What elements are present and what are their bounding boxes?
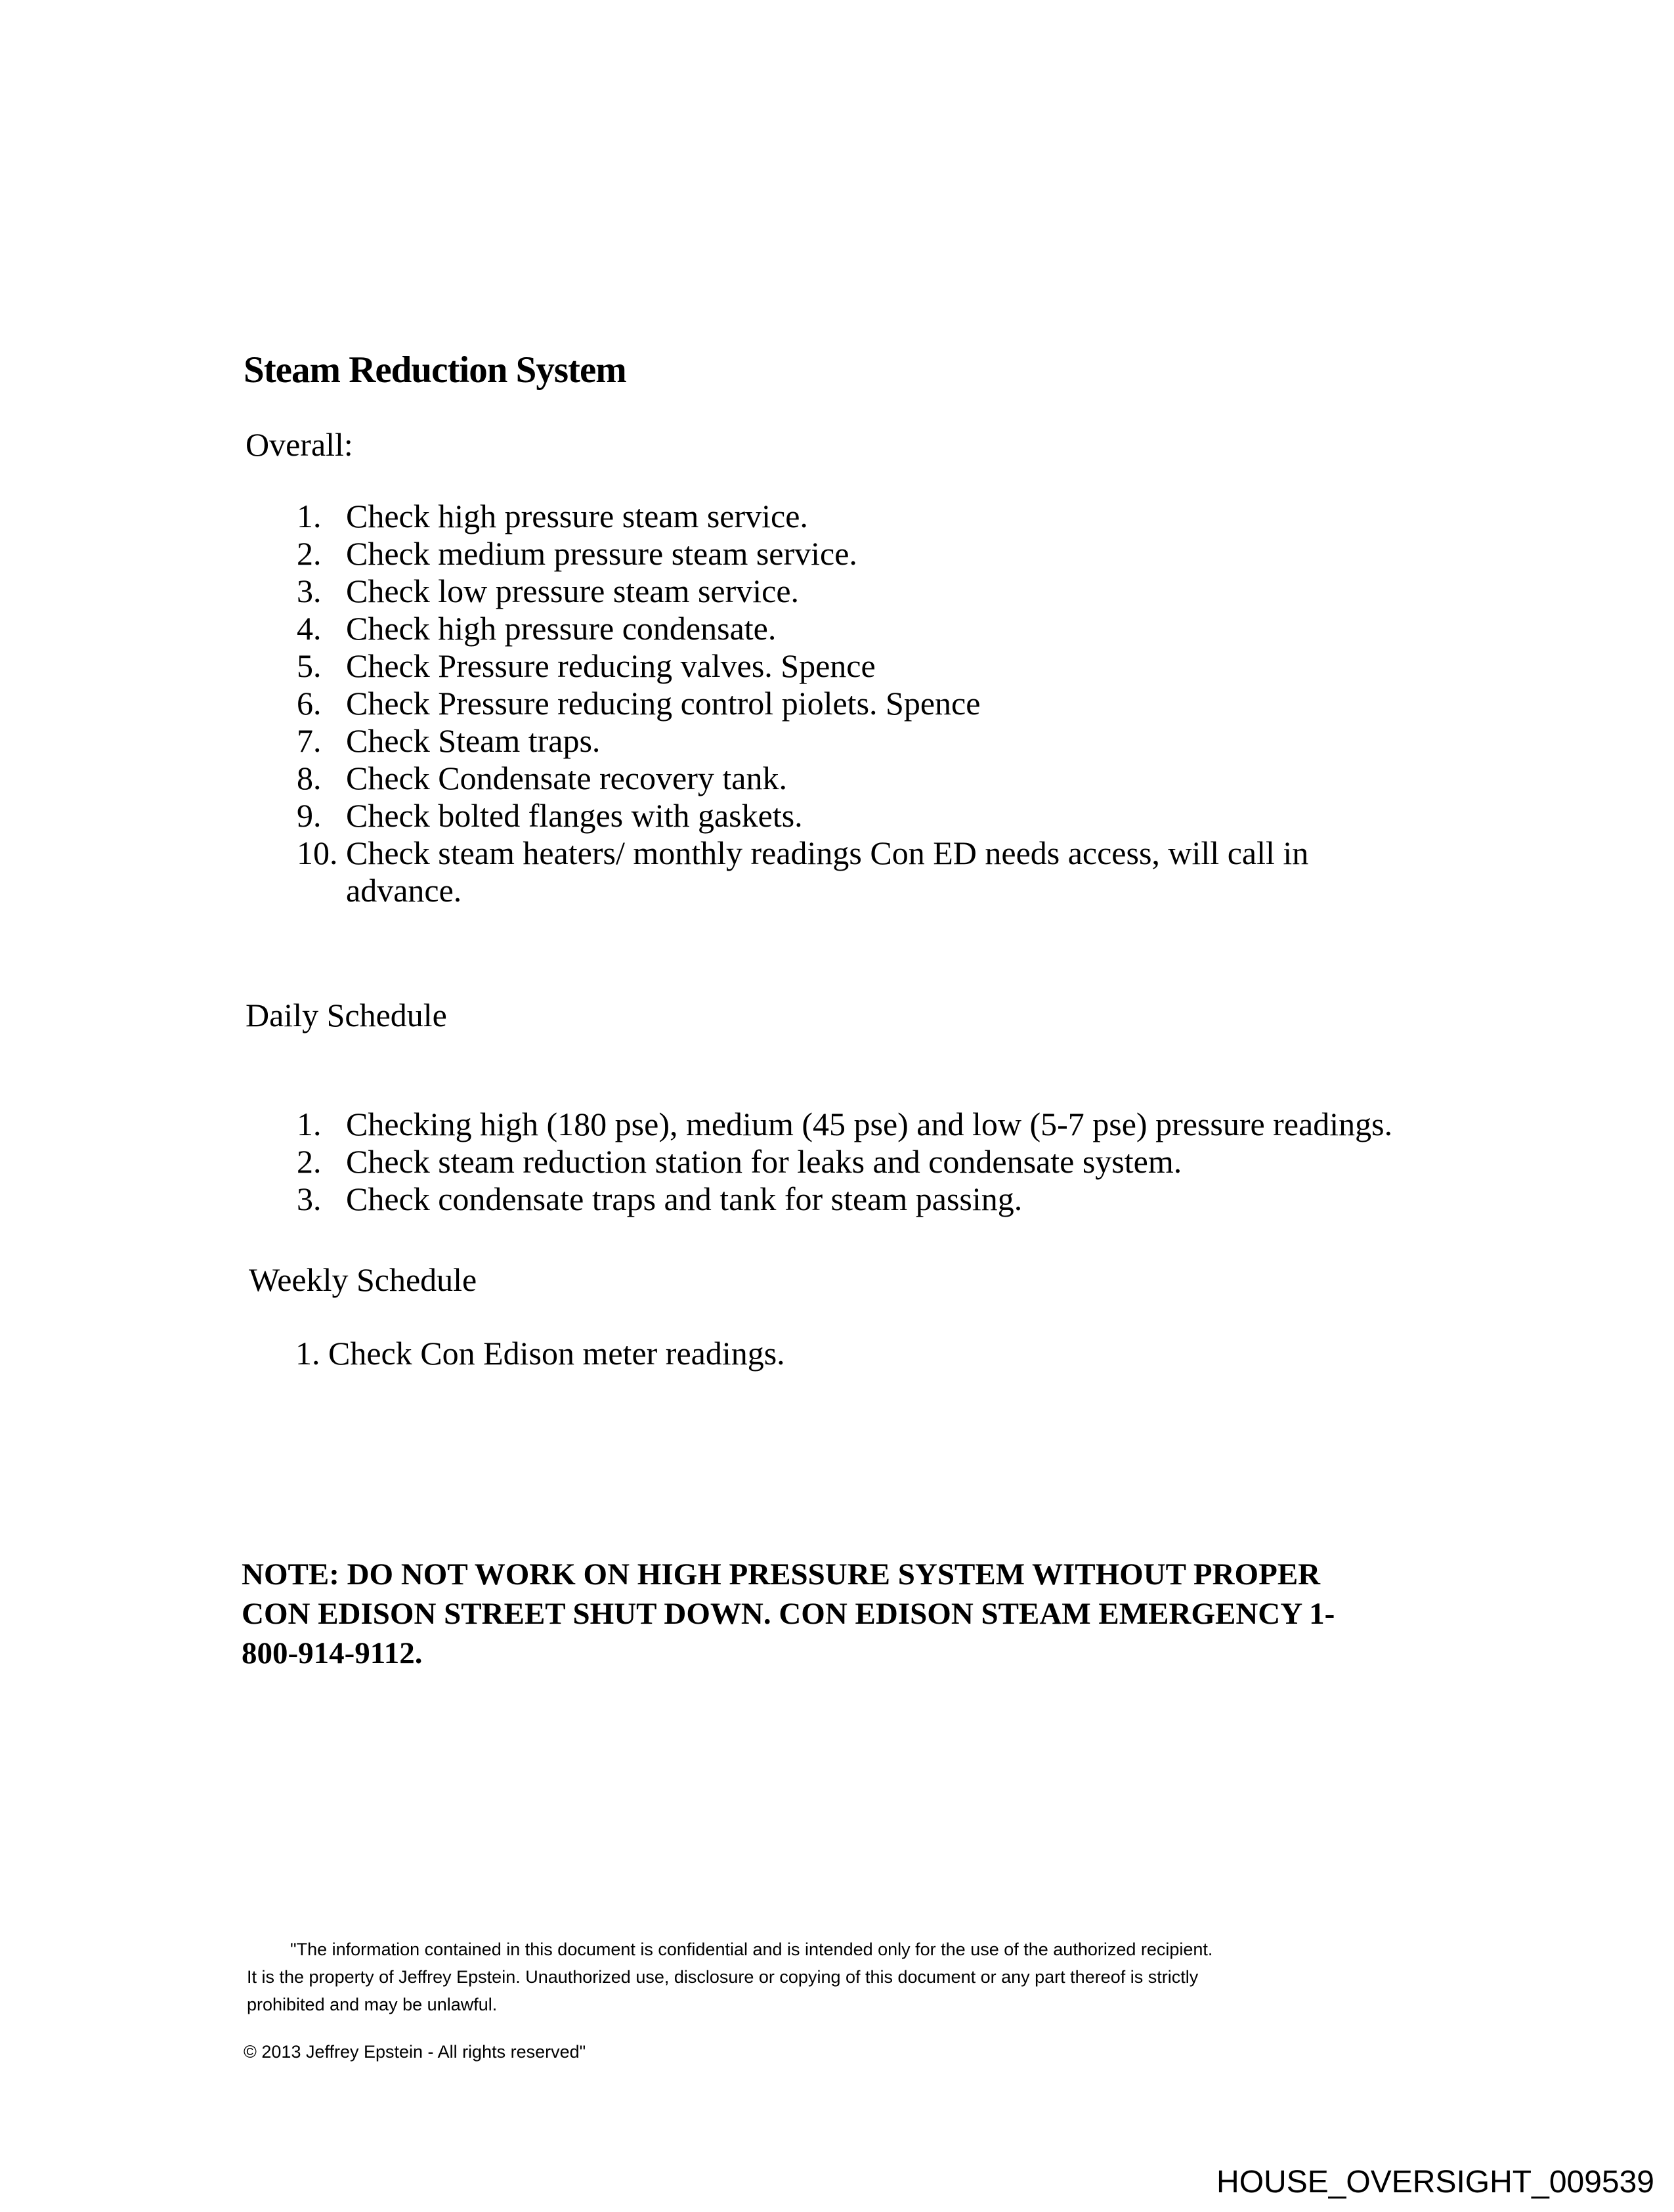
list-item-text: Check high pressure steam service. xyxy=(346,498,808,534)
disclaimer-line: It is the property of Jeffrey Epstein. Unauthorized use, disclosure or copying of this document or any part thereof is strictly xyxy=(247,1967,1199,1987)
list-item-text: Checking high (180 pse), medium (45 pse) and low (5-7 pse) pressure readings. xyxy=(346,1106,1393,1142)
list-item-text: Check bolted flanges with gaskets. xyxy=(346,797,803,834)
list-item-text: Check Steam traps. xyxy=(346,722,601,759)
list-item xyxy=(297,722,1360,760)
list-item-number: 8. xyxy=(297,760,322,796)
list-item xyxy=(297,835,1360,909)
list-item xyxy=(297,535,1360,573)
list-item xyxy=(297,797,1360,835)
list-item-number: 4. xyxy=(297,610,322,647)
overall-list xyxy=(297,498,1360,909)
copyright-line: © 2013 Jeffrey Epstein - All rights reserved" xyxy=(244,2042,586,2062)
disclaimer-line: prohibited and may be unlawful. xyxy=(247,1995,498,2014)
doc-title: Steam Reduction System xyxy=(244,349,626,391)
list-item-number: 5. xyxy=(297,647,322,684)
list-item xyxy=(297,1181,1462,1218)
list-item xyxy=(297,1106,1462,1143)
list-item-number: 1. xyxy=(297,1106,322,1142)
overall-heading: Overall: xyxy=(246,426,353,463)
note-paragraph xyxy=(242,1555,1335,1673)
list-item-number: 6. xyxy=(297,685,322,722)
list-item xyxy=(297,1143,1462,1181)
list-item xyxy=(297,498,1360,535)
list-item-text: Check steam heaters/ monthly readings Con ED needs access, will call in advance. xyxy=(346,835,1309,909)
weekly-heading: Weekly Schedule xyxy=(249,1261,477,1298)
daily-heading: Daily Schedule xyxy=(246,997,447,1033)
list-item-number: 3. xyxy=(297,1181,322,1217)
list-item xyxy=(297,610,1360,647)
list-item-number: 2. xyxy=(297,1143,322,1180)
list-item-text: Check high pressure condensate. xyxy=(346,610,777,647)
list-item-text: Check steam reduction station for leaks and condensate system. xyxy=(346,1143,1182,1180)
list-item-number: 9. xyxy=(297,797,322,834)
daily-list xyxy=(297,1106,1462,1218)
list-item-number: 1. xyxy=(297,498,322,534)
list-item-text: Check low pressure steam service. xyxy=(346,573,800,609)
disclaimer xyxy=(247,1936,1213,2018)
list-item-number: 2. xyxy=(297,535,322,572)
list-item xyxy=(297,647,1360,685)
list-item-text: Check Condensate recovery tank. xyxy=(346,760,787,796)
list-item xyxy=(297,760,1360,797)
list-item-text: Check condensate traps and tank for steam passing. xyxy=(346,1181,1023,1217)
note-line: CON EDISON STREET SHUT DOWN. CON EDISON STEAM EMERGENCY 1- xyxy=(242,1597,1335,1631)
list-item-number: 10. xyxy=(297,835,338,871)
bates-number: HOUSE_OVERSIGHT_009539 xyxy=(1216,2165,1654,2200)
list-item xyxy=(297,685,1360,722)
list-item-number: 7. xyxy=(297,722,322,759)
note-line: 800-914-9112. xyxy=(242,1636,423,1670)
list-item xyxy=(297,573,1360,610)
list-item-text: Check medium pressure steam service. xyxy=(346,535,857,572)
list-item-text: Check Pressure reducing valves. Spence xyxy=(346,647,876,684)
disclaimer-line: "The information contained in this document is confidential and is intended only for the use of the authorized recipient. xyxy=(290,1940,1213,1959)
list-item-text: Check Pressure reducing control piolets. Spence xyxy=(346,685,981,722)
note-line: NOTE: DO NOT WORK ON HIGH PRESSURE SYSTEM WITHOUT PROPER xyxy=(242,1557,1321,1592)
weekly-list-item: 1. Check Con Edison meter readings. xyxy=(295,1335,785,1372)
list-item-number: 3. xyxy=(297,573,322,609)
